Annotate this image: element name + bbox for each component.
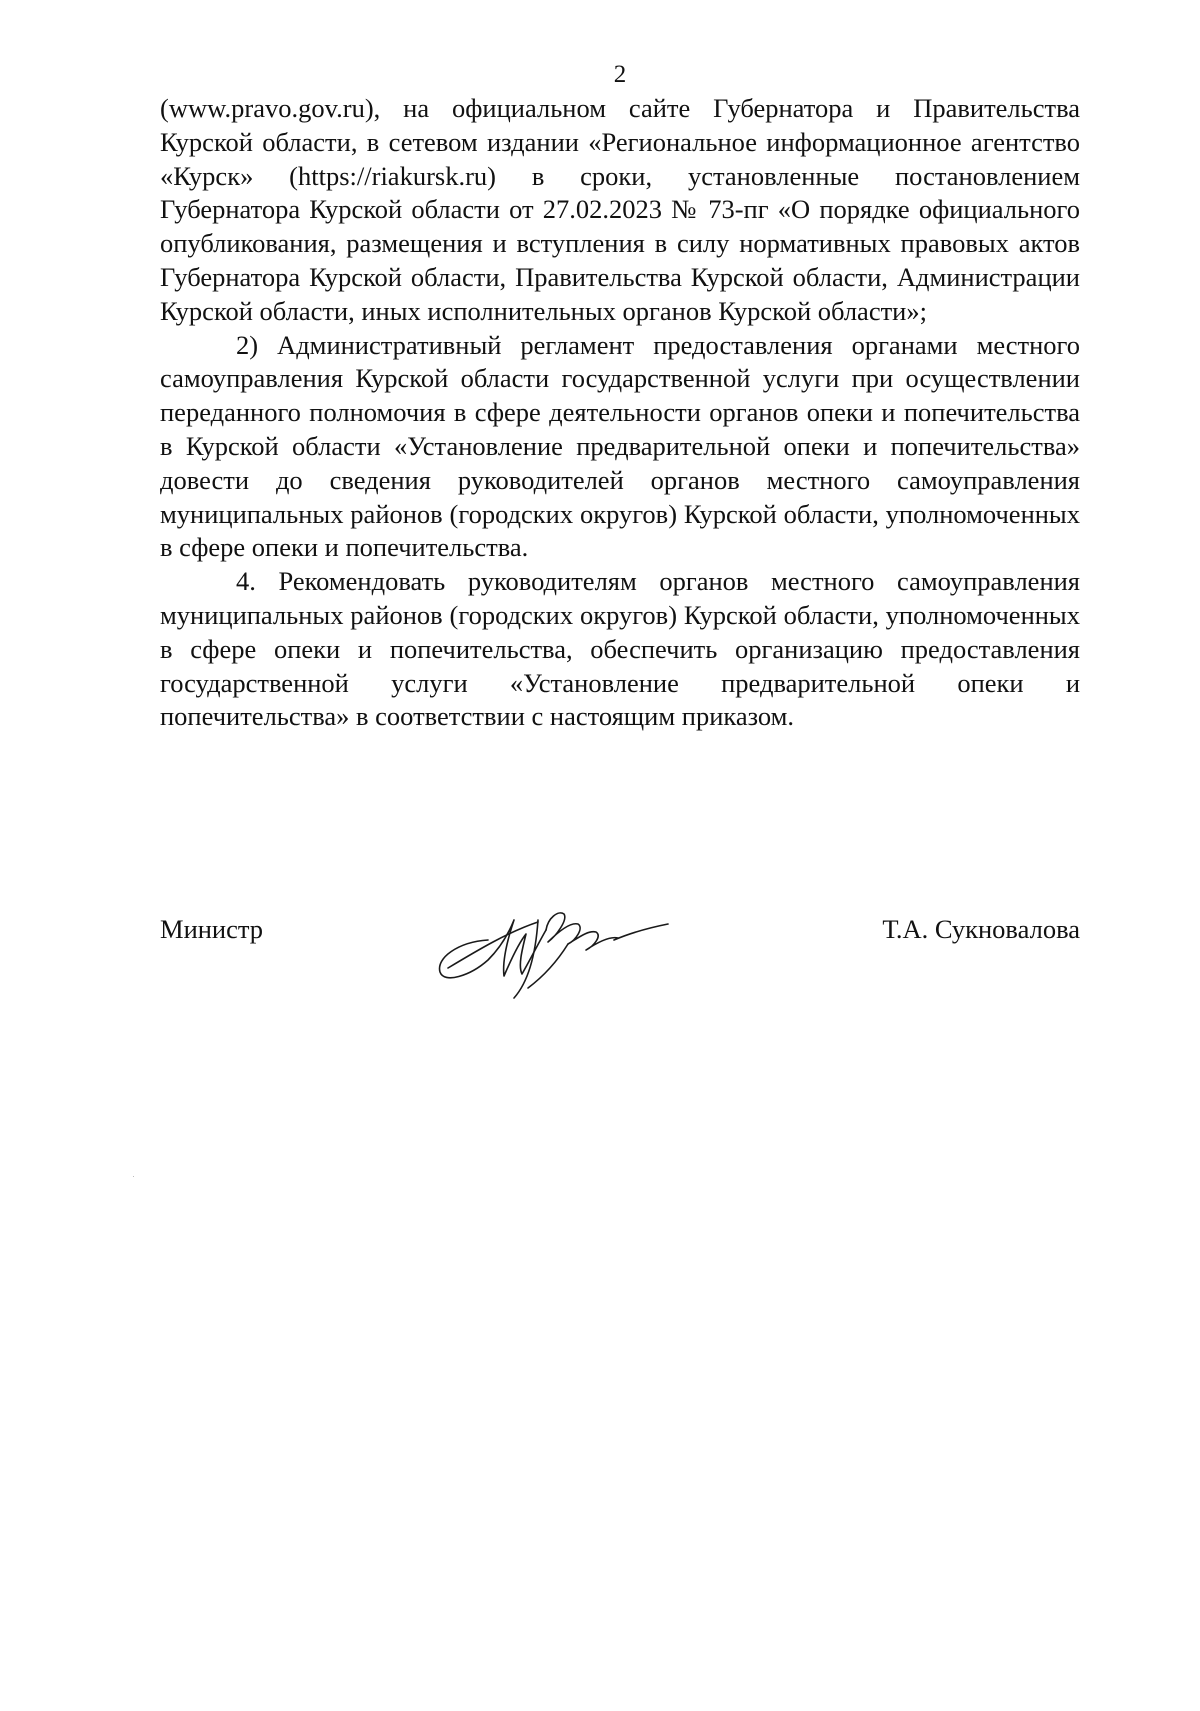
document-body [160, 92, 1080, 734]
scan-speck [133, 1176, 134, 1177]
signatory-name: Т.А. Сукновалова [882, 914, 1080, 944]
paragraph-item-2: 2) Административный регламент предоставления органами местного самоуправления Курской области государственной услуги при осуществлении переданного полномочия в сфере деятельности органов опеки и попечительства в Курской области «Установление предварительной опеки и попечительства» довести до сведения руководителей органов местного самоуправления муниципальных районов (городских округов) Курской области, уполномоченных в сфере опеки и попечительства. [160, 329, 1080, 563]
paragraph-item-4: 4. Рекомендовать руководителям органов местного самоуправления муниципальных районов (городских округов) Курской области, уполномоченных в сфере опеки и попечительства, обеспечить организацию предоставления государственной услуги «Установление предварительной опеки и попечительства» в соответствии с настоящим приказом. [160, 566, 1080, 732]
signatory-position: Министр [160, 914, 264, 944]
paragraph-publication: (www.pravo.gov.ru), на официальном сайте Губернатора и Правительства Курской области, в сетевом издании «Региональное информационное агентство «Курск» (https://riakursk.ru) в сроки, установленные постановлением Губернатора Курской области от 27.02.2023 № 73-пг «О порядке официального опубликования, размещения и вступления в силу нормативных правовых актов Губернатора Курской области, Правительства Курской области, Администрации Курской области, иных исполнительных органов Курской области»; [160, 93, 1080, 326]
handwritten-signature [418, 880, 688, 1000]
signature-block [160, 892, 1080, 1012]
page-number: 2 [613, 61, 627, 88]
